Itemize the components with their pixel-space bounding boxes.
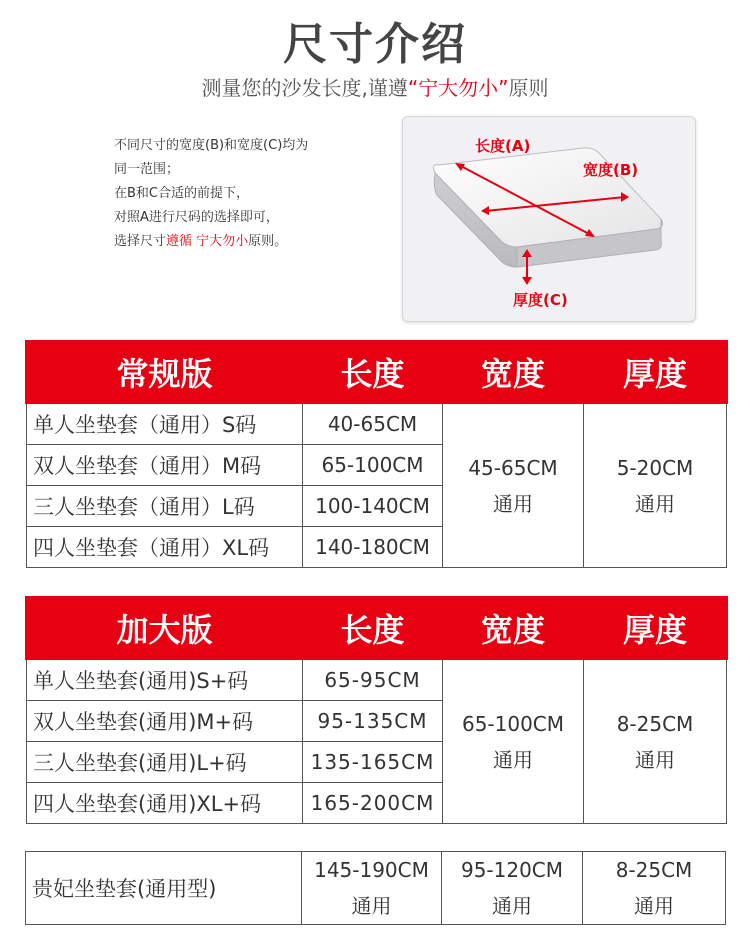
size-width: 45-65CM 通用 — [443, 403, 584, 568]
size-name: 双人坐垫套（通用）M码 — [27, 445, 303, 486]
table-header-row — [27, 342, 727, 403]
label-width: 宽度(B) — [583, 161, 639, 179]
size-length: 165-200CM — [303, 783, 443, 824]
header-version: 加大版 — [27, 598, 303, 659]
size-thickness: 8-25CM 通用 — [583, 852, 726, 925]
size-name: 单人坐垫套(通用)S+码 — [27, 659, 303, 701]
regular-size-table — [25, 340, 728, 568]
size-note — [114, 134, 384, 254]
size-thickness: 5-20CM 通用 — [584, 403, 727, 568]
note-line: 同一范围； — [114, 162, 180, 177]
size-name: 三人坐垫套（通用）L码 — [27, 486, 303, 527]
page-subtitle — [0, 72, 750, 101]
subtitle-highlight: “宁大勿小” — [407, 76, 509, 100]
size-name: 四人坐垫套（通用）XL码 — [27, 527, 303, 568]
size-length: 65-95CM — [303, 659, 443, 701]
table-row — [27, 403, 727, 445]
royal-size-table — [25, 851, 726, 925]
subtitle-text: 测量您的沙发长度,谨遵 — [201, 76, 408, 100]
cushion-illustration — [403, 117, 695, 321]
table-row — [26, 852, 726, 925]
size-thickness: 8-25CM 通用 — [584, 659, 727, 824]
size-width: 65-100CM 通用 — [443, 659, 584, 824]
arrow-head — [522, 277, 532, 285]
header-length: 长度 — [303, 598, 443, 659]
size-name: 双人坐垫套(通用)M+码 — [27, 701, 303, 742]
size-width: 95-120CM 通用 — [442, 852, 583, 925]
size-length: 140-180CM — [303, 527, 443, 568]
subtitle-tail: 原则 — [508, 76, 549, 100]
header-thickness: 厚度 — [584, 342, 727, 403]
size-length: 145-190CM 通用 — [302, 852, 442, 925]
note-line: 不同尺寸的宽度(B)和宽度(C)均为 — [114, 138, 309, 153]
header-thickness: 厚度 — [584, 598, 727, 659]
size-name: 三人坐垫套(通用)L+码 — [27, 742, 303, 783]
header-width: 宽度 — [443, 598, 584, 659]
size-name: 贵妃坐垫套(通用型) — [26, 852, 302, 925]
note-line: 选择尺寸遵循 宁大勿小原则。 — [114, 234, 288, 249]
page-title: 尺寸介绍 — [283, 19, 467, 70]
size-length: 95-135CM — [303, 701, 443, 742]
size-name: 四人坐垫套(通用)XL+码 — [27, 783, 303, 824]
size-length: 135-165CM — [303, 742, 443, 783]
table-row — [27, 659, 727, 701]
table-header-row — [27, 598, 727, 659]
header-width: 宽度 — [443, 342, 584, 403]
size-length: 40-65CM — [303, 403, 443, 445]
header-version: 常规版 — [27, 342, 303, 403]
note-line: 对照A进行尺码的选择即可， — [114, 210, 279, 225]
cushion-diagram — [402, 116, 696, 322]
header-length: 长度 — [303, 342, 443, 403]
label-length: 长度(A) — [475, 137, 531, 155]
note-highlight: 遵循 宁大勿小 — [166, 234, 249, 249]
note-line: 在B和C合适的前提下， — [114, 186, 249, 201]
size-name: 单人坐垫套（通用）S码 — [27, 403, 303, 445]
label-thickness: 厚度(C) — [513, 291, 568, 309]
size-length: 65-100CM — [303, 445, 443, 486]
size-length: 100-140CM — [303, 486, 443, 527]
large-size-table — [25, 596, 728, 824]
